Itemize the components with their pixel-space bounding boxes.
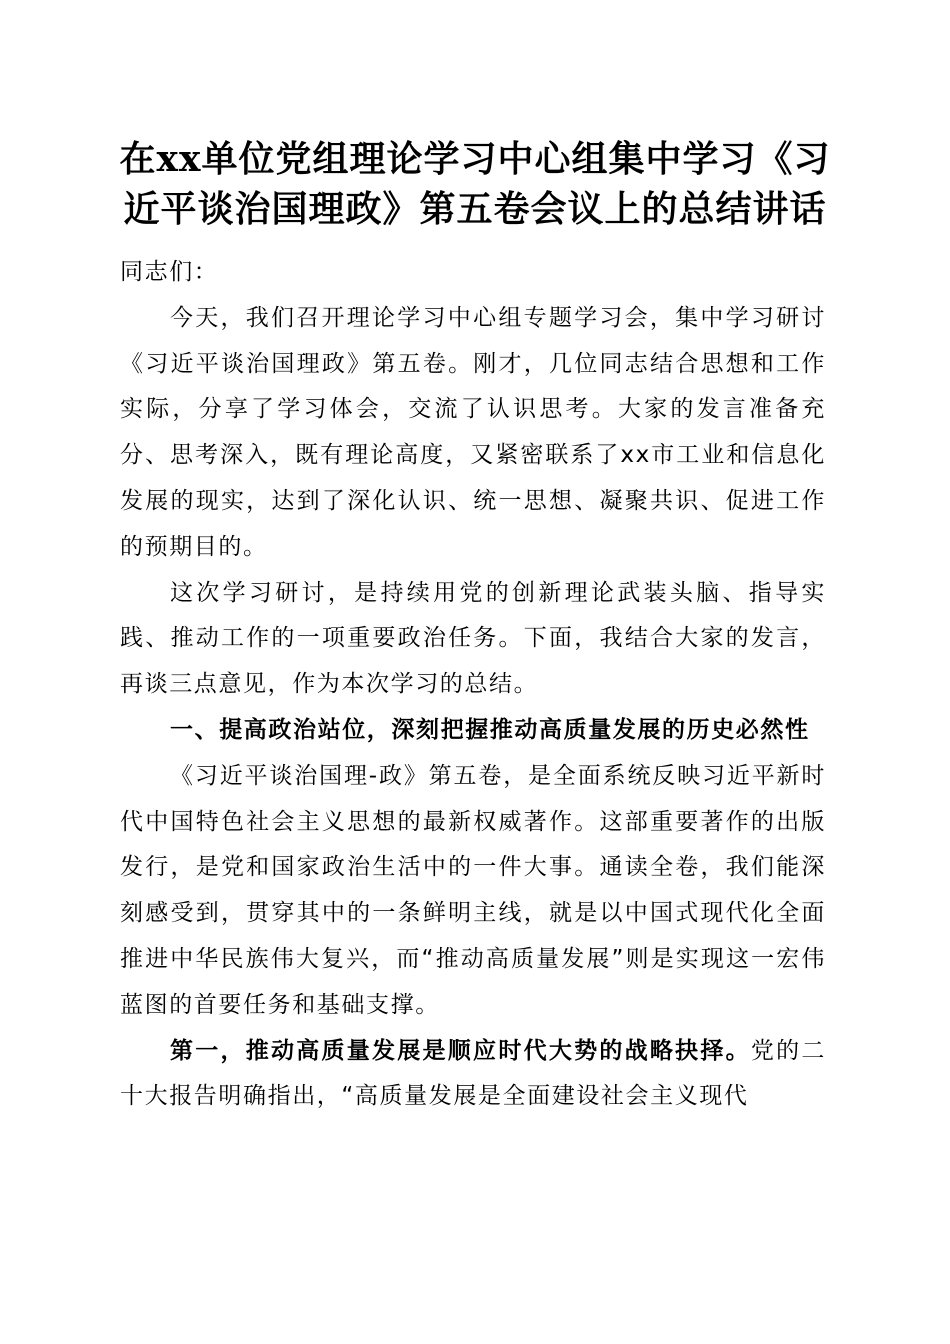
title-line-1: 在xx单位党组理论学习中心组集中学习《习 — [119, 138, 831, 180]
title-line-2: 近平谈治国理政》第五卷会议上的总结讲话 — [123, 188, 827, 230]
salutation: 同志们： — [120, 259, 219, 285]
point-1-paragraph — [120, 1029, 826, 1121]
point-1-lead: 第一，推动高质量发展是顺应时代大势的战略抉择。 — [170, 1037, 751, 1064]
section-heading-1: 一、提高政治站位，深刻把握推动高质量发展的历史必然性 — [170, 716, 810, 743]
point-1-text: 党的二十大报告明确指出，“高质量发展是全面建设社会主义现代 — [120, 1037, 826, 1110]
document-body — [120, 250, 826, 1120]
paragraph-purpose: 这次学习研讨，是持续用党的创新理论武装头脑、指导实践、推动工作的一项重要政治任务。下面，我结合大家的发言，再谈三点意见，作为本次学习的总结。 — [120, 579, 826, 698]
paragraph-opening: 今天，我们召开理论学习中心组专题学习会，集中学习研讨《习近平谈治国理政》第五卷。刚才，几位同志结合思想和工作实际，分享了学习体会，交流了认识思考。大家的发言准备充分、思考深入，既有理论高度，又紧密联系了xx市工业和信息化发展的现实，达到了深化认识、统一思想、凝聚共识、促进工作的预期目的。 — [120, 304, 826, 560]
document-title — [100, 134, 850, 234]
section-1-paragraph: 《习近平谈治国理-政》第五卷，是全面系统反映习近平新时代中国特色社会主义思想的最新权威著作。这部重要著作的出版发行，是党和国家政治生活中的一件大事。通读全卷，我们能深刻感受到，贯穿其中的一条鲜明主线，就是以中国式现代化全面推进中华民族伟大复兴，而“推动高质量发展”则是实现这一宏伟蓝图的首要任务和基础支撑。 — [120, 762, 826, 1018]
